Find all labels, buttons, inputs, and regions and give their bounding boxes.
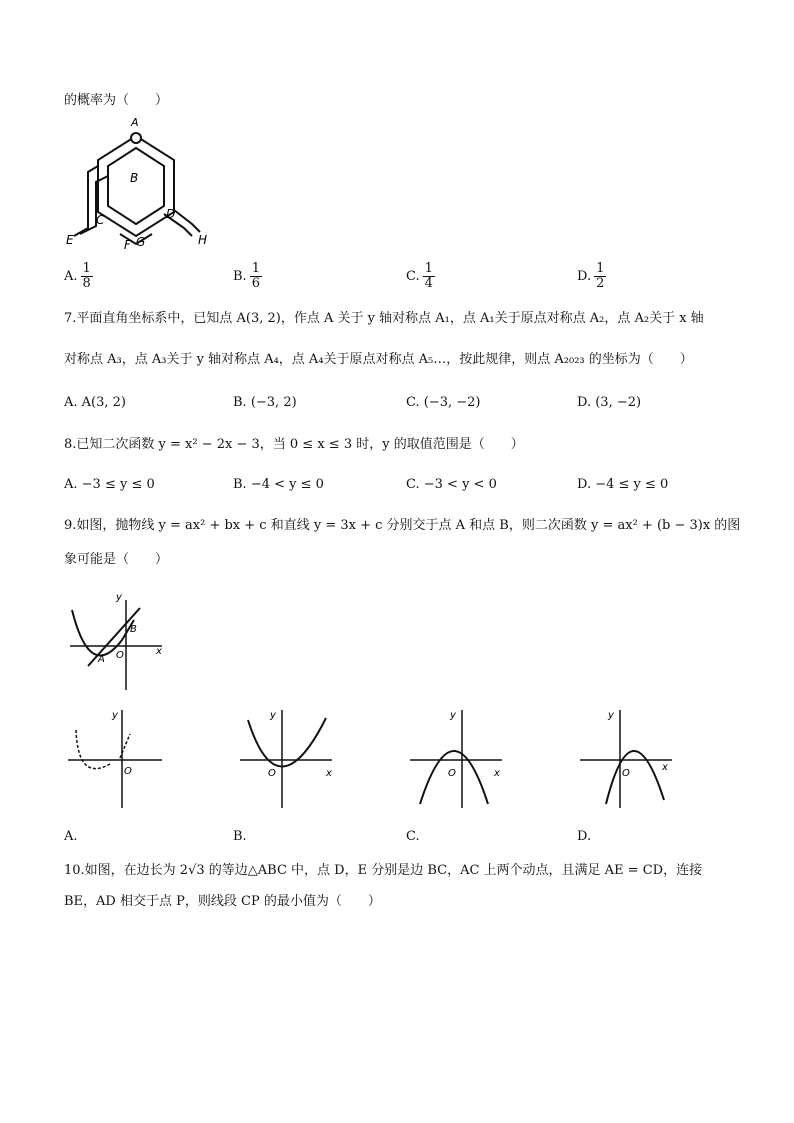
maze-left-path — [74, 166, 98, 236]
q9-stem-line1: 9.如图，抛物线 y = ax² + bx + c 和直线 y = 3x + c 分别交于点 A 和点 B，则二次函数 y = ax² + (b − 3)x 的图 — [64, 518, 741, 533]
label-b: B — [130, 171, 139, 185]
q9-option-a-label[interactable]: A. — [64, 829, 78, 844]
q9-option-c-label[interactable]: C. — [406, 829, 420, 844]
point-b-label: B — [130, 624, 137, 635]
q9-option-a-graph — [64, 704, 174, 814]
q6-option-b[interactable]: B. $\frac{1}{6}$ — [233, 261, 260, 291]
parabola-curve — [248, 718, 326, 767]
q8-option-d[interactable]: D. −4 ≤ y ≤ 0 — [577, 477, 669, 492]
origin-label: O — [116, 650, 124, 661]
q7-stem-line2: 对称点 A₃，点 A₃关于 y 轴对称点 A₄，点 A₄关于原点对称点 A₅…，按此规律，则点 A₂₀₂₃ 的坐标为（ ） — [64, 352, 693, 367]
axis-x-label: x — [156, 646, 162, 657]
q10-stem-line1: 10.如图，在边长为 2√3 的等边△ABC 中，点 D，E 分别是边 BC，AC 上两个动点，且满足 AE = CD，连接 — [64, 863, 703, 878]
origin-label: O — [622, 768, 630, 779]
axis-x-label: x — [662, 762, 668, 773]
q7-stem-line1: 7.平面直角坐标系中，已知点 A(3, 2)，作点 A 关于 y 轴对称点 A₁，点 A₁关于原点对称点 A₂，点 A₂关于 x 轴 — [64, 311, 704, 326]
axis-y-label: y — [450, 710, 456, 721]
q6-option-c[interactable]: C. $\frac{1}{4}$ — [406, 261, 433, 291]
line-curve — [88, 608, 140, 666]
axis-x-label: x — [326, 768, 332, 779]
label-a: A — [131, 116, 139, 129]
maze-right-path — [174, 210, 200, 232]
point-a-label: A — [98, 654, 105, 665]
axis-y-label: y — [270, 710, 276, 721]
label-e: E — [66, 233, 74, 247]
q9-stem-line2: 象可能是（ ） — [64, 552, 169, 567]
q7-option-a[interactable]: A. A(3, 2) — [64, 395, 126, 410]
q9-main-graph — [64, 590, 174, 694]
parabola-curve — [76, 730, 110, 769]
origin-label: O — [268, 768, 276, 779]
origin-label: O — [448, 768, 456, 779]
label-g: G — [136, 235, 146, 249]
maze-outer-path — [98, 136, 174, 236]
label-c: C — [96, 213, 105, 227]
q7-option-d[interactable]: D. (3, −2) — [577, 395, 642, 410]
q9-option-d-label[interactable]: D. — [577, 829, 592, 844]
q9-option-d-graph — [576, 704, 686, 814]
axis-y-label: y — [116, 592, 122, 603]
q6-maze-figure — [60, 116, 220, 250]
q8-option-c[interactable]: C. −3 < y < 0 — [406, 477, 497, 492]
label-f: F — [124, 238, 131, 250]
q7-option-b[interactable]: B. (−3, 2) — [233, 395, 297, 410]
maze-inner-path — [108, 148, 164, 224]
q8-option-b[interactable]: B. −4 < y ≤ 0 — [233, 477, 324, 492]
q6-stem-tail: 的概率为（ ） — [64, 93, 169, 108]
q9-option-b-label[interactable]: B. — [233, 829, 247, 844]
q7-option-c[interactable]: C. (−3, −2) — [406, 395, 481, 410]
q9-option-b-graph — [236, 704, 346, 814]
q9-option-c-graph — [406, 704, 516, 814]
label-d: D — [166, 207, 176, 221]
q6-option-a[interactable]: A. $\frac{1}{8}$ — [64, 261, 91, 291]
q8-stem: 8.已知二次函数 y = x² − 2x − 3，当 0 ≤ x ≤ 3 时，y 的取值范围是（ ） — [64, 437, 524, 452]
axis-x-label: x — [494, 768, 500, 779]
origin-label: O — [124, 766, 132, 777]
axis-y-label: y — [112, 710, 118, 721]
label-h: H — [198, 233, 208, 247]
parabola-curve — [606, 751, 664, 804]
maze-entry-circle — [131, 133, 141, 143]
q6-option-d[interactable]: D. $\frac{1}{2}$ — [577, 261, 605, 291]
q10-stem-line2: BE，AD 相交于点 P，则线段 CP 的最小值为（ ） — [64, 894, 381, 909]
axis-y-label: y — [608, 710, 614, 721]
q8-option-a[interactable]: A. −3 ≤ y ≤ 0 — [64, 477, 155, 492]
